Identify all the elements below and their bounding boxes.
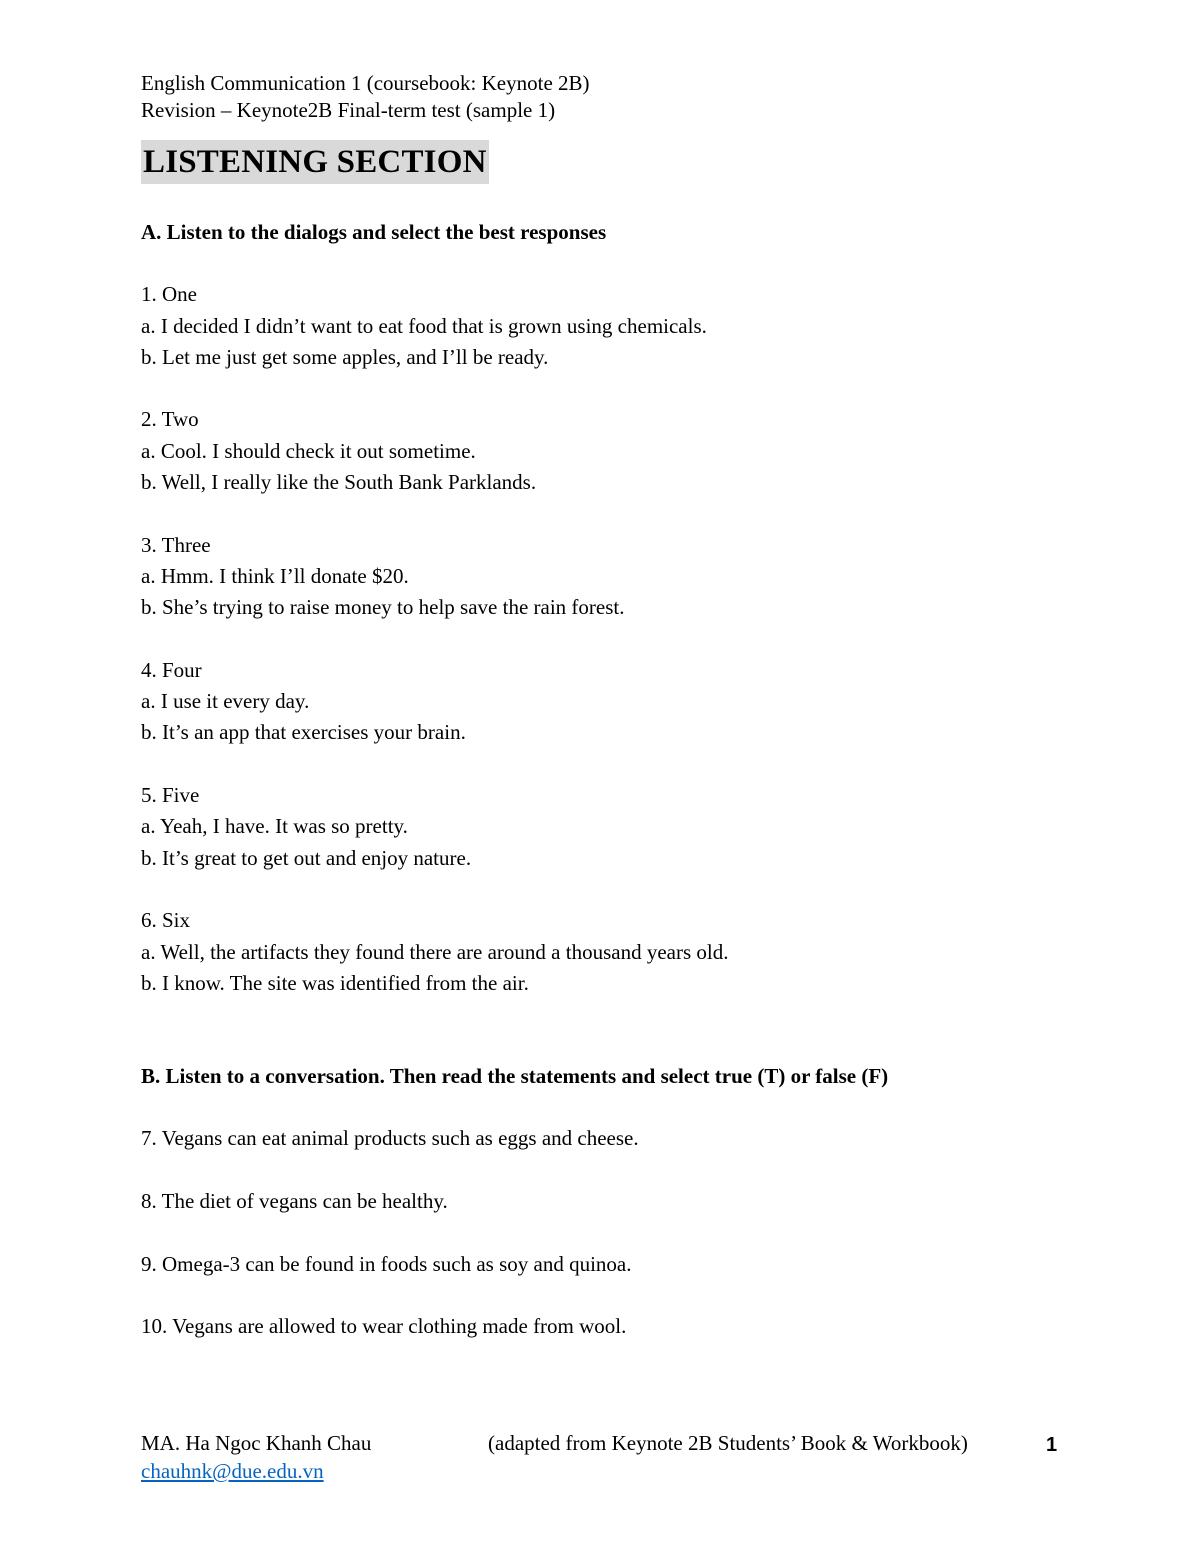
option-b[interactable]: b. She’s trying to raise money to help save the rain forest.	[141, 595, 625, 620]
question-2	[141, 404, 1061, 498]
course-title: English Communication 1 (coursebook: Keynote 2B)	[141, 71, 590, 95]
question-label: 4. Four	[141, 657, 202, 682]
option-b[interactable]: b. It’s great to get out and enjoy nature.	[141, 845, 472, 870]
statement-9: 9. Omega-3 can be found in foods such as soy and quinoa.	[141, 1251, 632, 1276]
question-4	[141, 655, 1061, 749]
question-6	[141, 905, 1061, 999]
statement-10: 10. Vegans are allowed to wear clothing made from wool.	[141, 1314, 627, 1339]
option-a[interactable]: a. I decided I didn’t want to eat food that is grown using chemicals.	[141, 313, 707, 338]
section-title: LISTENING SECTION	[141, 140, 489, 184]
option-b[interactable]: b. I know. The site was identified from the air.	[141, 970, 529, 995]
question-3	[141, 530, 1061, 624]
question-label: 6. Six	[141, 908, 191, 933]
statement-7: 7. Vegans can eat animal products such as eggs and cheese.	[141, 1126, 639, 1151]
page-number: 1	[1046, 1434, 1058, 1456]
question-5	[141, 780, 1061, 874]
footer-email-link[interactable]: chauhnk@due.edu.vn	[141, 1459, 324, 1483]
option-a[interactable]: a. Cool. I should check it out sometime.	[141, 438, 476, 463]
option-b[interactable]: b. Let me just get some apples, and I’ll be ready.	[141, 344, 549, 369]
statement-8: 8. The diet of vegans can be healthy.	[141, 1189, 448, 1214]
part-a-heading: A. Listen to the dialogs and select the best responses	[141, 220, 607, 244]
option-a[interactable]: a. Yeah, I have. It was so pretty.	[141, 814, 408, 839]
question-label: 5. Five	[141, 783, 200, 808]
part-b-heading: B. Listen to a conversation. Then read the statements and select true (T) or false (F)	[141, 1064, 889, 1089]
question-label: 2. Two	[141, 407, 199, 432]
test-title: Revision – Keynote2B Final-term test (sample 1)	[141, 98, 556, 122]
document-page	[141, 70, 1061, 1343]
option-b[interactable]: b. Well, I really like the South Bank Parklands.	[141, 470, 537, 495]
question-label: 3. Three	[141, 532, 211, 557]
footer-author: MA. Ha Ngoc Khanh Chau	[141, 1431, 372, 1455]
page-footer	[141, 1429, 1071, 1489]
footer-source-note: (adapted from Keynote 2B Students’ Book & Workbook)	[488, 1431, 968, 1455]
option-a[interactable]: a. Hmm. I think I’ll donate $20.	[141, 563, 409, 588]
question-1	[141, 279, 1061, 373]
option-a[interactable]: a. I use it every day.	[141, 689, 310, 714]
option-a[interactable]: a. Well, the artifacts they found there are around a thousand years old.	[141, 939, 729, 964]
question-label: 1. One	[141, 282, 197, 307]
option-b[interactable]: b. It’s an app that exercises your brain.	[141, 720, 466, 745]
